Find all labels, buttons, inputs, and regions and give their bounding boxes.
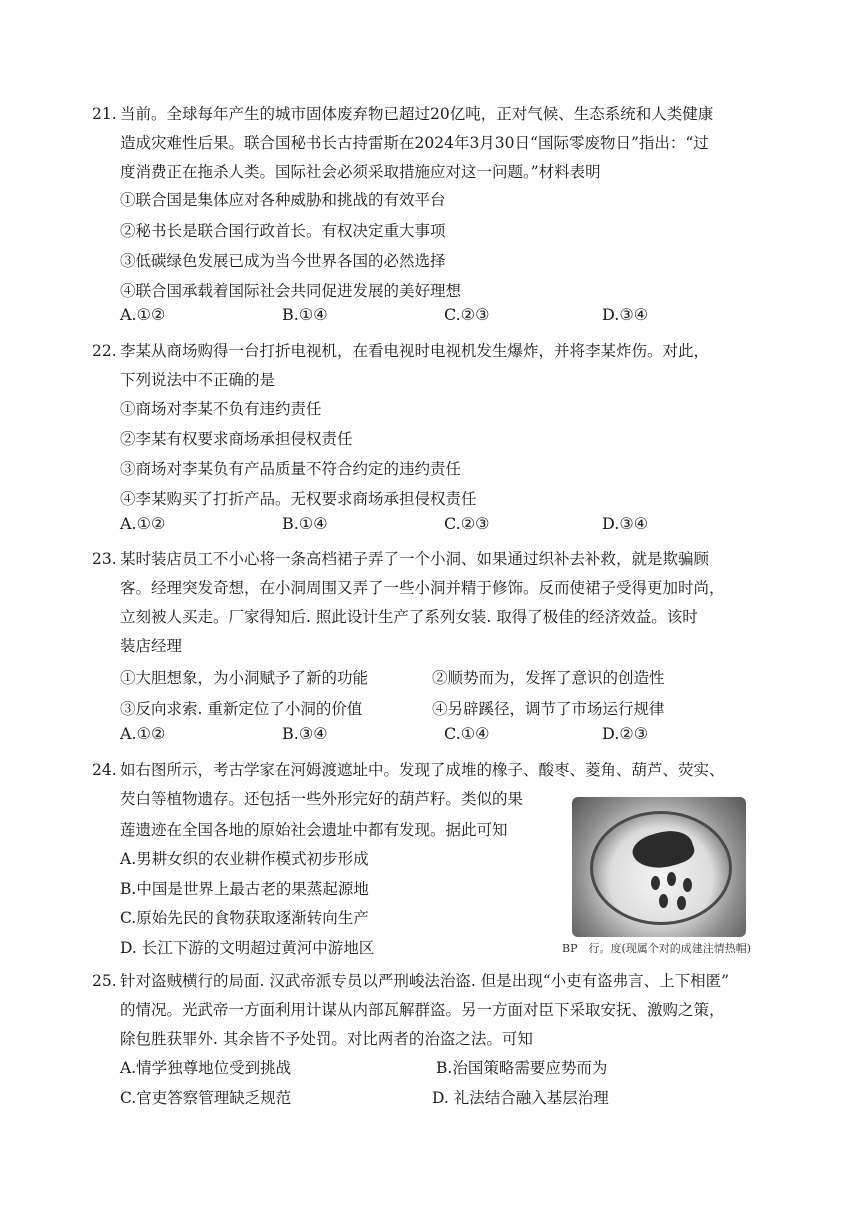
seed-shape bbox=[651, 876, 660, 890]
choice-a[interactable]: A.①② bbox=[120, 514, 166, 533]
question-number: 23. bbox=[92, 550, 117, 568]
option-2: ②李某有权要求商场承担侵权责任 bbox=[120, 430, 353, 448]
choice-d[interactable]: D.③④ bbox=[602, 305, 649, 324]
question-21-stem bbox=[92, 100, 782, 187]
stem-line: 客。经理突发奇想，在小洞周围又弄了一些小洞并精于修饰。反而使裙子受得更加时尚， bbox=[120, 579, 725, 597]
seed-shape bbox=[683, 878, 692, 892]
question-number: 22. bbox=[92, 342, 117, 360]
option-1: ①商场对李某不负有违约责任 bbox=[120, 400, 322, 418]
choice-c[interactable]: C.②③ bbox=[444, 305, 490, 324]
stem-line: 莲遗迹在全国各地的原始社会遗址中都有发现。据此可知 bbox=[120, 821, 508, 839]
choice-c[interactable]: C.①④ bbox=[444, 724, 490, 743]
stem-line: 度消费正在拖杀人类。国际社会必须采取措施应对这一问题。”材料表明 bbox=[120, 163, 601, 181]
stem-line: 造成灾难性后果。联合国秘书长古持雷斯在2024年3月30日“国际零废物日”指出：“过 bbox=[120, 134, 709, 152]
option-2: ②秘书长是联合国行政首长。有权决定重大事项 bbox=[120, 222, 446, 240]
option-3: ③低碳绿色发展已成为当今世界各国的必然选择 bbox=[120, 252, 446, 270]
option-c[interactable]: C.原始先民的食物获取逐渐转向生产 bbox=[120, 909, 369, 927]
stem-line: 某时装店员工不小心将一条高档裙子弄了一个小洞、如果通过织补去补救，就是欺骗顾 bbox=[120, 550, 710, 568]
question-25-stem bbox=[92, 967, 782, 1054]
option-4: ④李某购买了打折产品。无权要求商场承担侵权责任 bbox=[120, 490, 477, 508]
choice-d[interactable]: D.③④ bbox=[602, 514, 649, 533]
option-1: ①大胆想象，为小洞赋予了新的功能 bbox=[120, 669, 369, 687]
question-number: 25. bbox=[92, 972, 117, 990]
choice-d[interactable]: D.②③ bbox=[602, 724, 649, 743]
option-b[interactable]: B.治国策略需要应势而为 bbox=[436, 1059, 608, 1077]
option-d[interactable]: D. 礼法结合融入基层治理 bbox=[432, 1089, 609, 1107]
option-d[interactable]: D. 长江下游的文明超过黄河中游地区 bbox=[120, 939, 375, 957]
stem-line: 的情况。光武帝一方面利用计谋从内部瓦解群盗。另一方面对臣下采取安抚、激购之策， bbox=[120, 1001, 725, 1019]
question-number: 24. bbox=[92, 761, 117, 779]
stem-line: 芡白等植物遗存。还包括一些外形完好的葫芦籽。类似的果 bbox=[120, 790, 524, 808]
option-3: ③商场对李某负有产品质量不符合约定的违约责任 bbox=[120, 460, 462, 478]
stem-line: 如右图所示，考古学家在河姆渡遮址中。发现了成堆的橡子、酸枣、菱角、葫芦、荧实、 bbox=[120, 761, 725, 779]
option-3: ③反向求索. 重新定位了小洞的价值 bbox=[120, 700, 363, 718]
option-2: ②顺势而为，发挥了意识的创造性 bbox=[432, 669, 665, 687]
stem-line: 立刻被人买走。厂家得知后. 照此设计生产了系列女装. 取得了极佳的经济效益。该时 bbox=[120, 608, 698, 626]
choice-b[interactable]: B.①④ bbox=[282, 514, 328, 533]
option-c[interactable]: C.官吏答察管理缺乏规范 bbox=[120, 1089, 292, 1107]
stem-line: 装店经理 bbox=[120, 637, 183, 655]
stem-line: 下列说法中不正确的是 bbox=[120, 371, 276, 389]
stem-line: 除包胜获罪外. 其余皆不予处罚。对比两者的治盗之法。可知 bbox=[120, 1030, 533, 1048]
choice-b[interactable]: B.③④ bbox=[282, 724, 328, 743]
option-4: ④另辟蹊径，调节了市场运行规律 bbox=[432, 700, 665, 718]
archaeology-photo bbox=[572, 797, 746, 937]
option-a[interactable]: A.男耕女织的农业耕作模式初步形成 bbox=[120, 850, 369, 868]
stem-line: 李某从商场购得一台打折电视机，在看电视时电视机发生爆炸，并将李某炸伤。对此， bbox=[120, 342, 710, 360]
choice-c[interactable]: C.②③ bbox=[444, 514, 490, 533]
choice-a[interactable]: A.①② bbox=[120, 724, 166, 743]
option-b[interactable]: B.中国是世界上最古老的果蒸起源地 bbox=[120, 880, 369, 898]
question-22-stem bbox=[92, 337, 782, 395]
image-caption: BP 行。度(现属个对的成建注情热帽) bbox=[562, 942, 752, 955]
question-number: 21. bbox=[92, 105, 117, 123]
option-1: ①联合国是集体应对各种威胁和挑战的有效平台 bbox=[120, 191, 446, 209]
choice-b[interactable]: B.①④ bbox=[282, 305, 328, 324]
seed-shape bbox=[677, 896, 686, 910]
question-23-stem bbox=[92, 545, 782, 661]
stem-line: 针对盗贼横行的局面. 汉武帝派专员以严刑峻法治盗. 但是出现“小吏有盗弗言、上下相匿” bbox=[120, 972, 730, 990]
choice-a[interactable]: A.①② bbox=[120, 305, 166, 324]
stem-line: 当前。全球每年产生的城市固体废弃物已超过20亿吨，正对气候、生态系统和人类健康 bbox=[120, 105, 714, 123]
option-4: ④联合国承载着国际社会共同促进发展的美好理想 bbox=[120, 282, 462, 300]
option-a[interactable]: A.情学独尊地位受到挑战 bbox=[120, 1059, 292, 1077]
leaf-shape bbox=[629, 824, 697, 877]
bowl-image bbox=[590, 811, 732, 925]
seed-shape bbox=[659, 894, 668, 908]
seed-shape bbox=[667, 872, 676, 886]
